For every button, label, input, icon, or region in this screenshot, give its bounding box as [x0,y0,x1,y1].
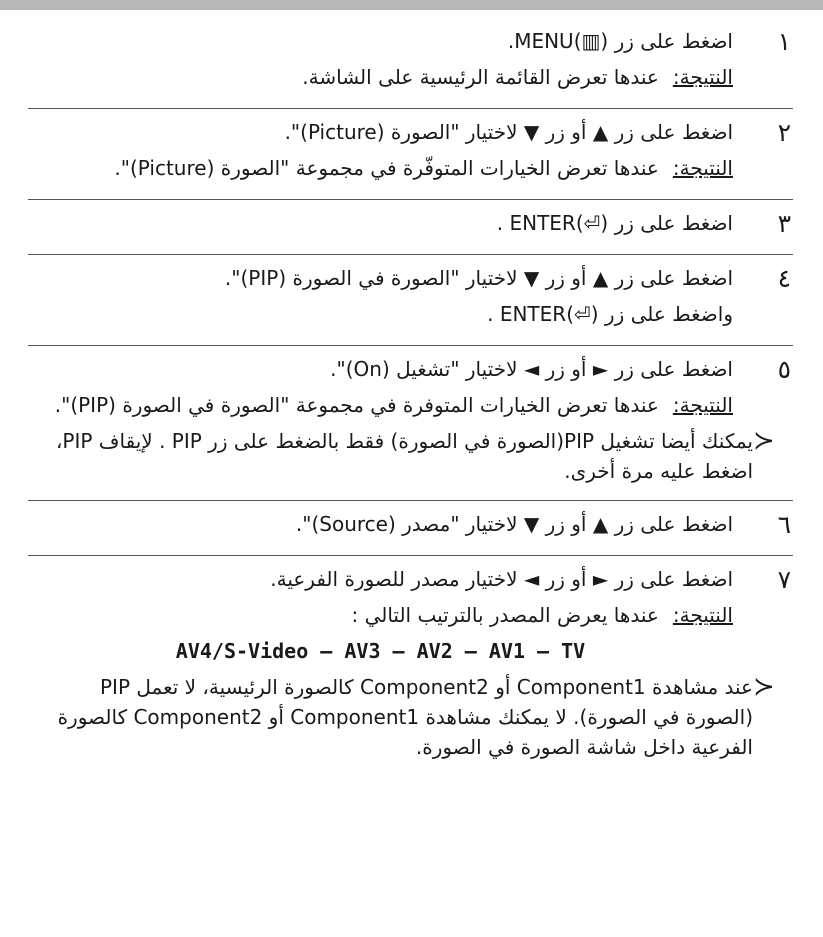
step-6 [28,501,793,556]
result-label: النتيجة: [672,393,733,417]
step-2 [28,109,793,200]
step-instruction: اضغط على زر ► أو زر ◄ لاختيار مصدر للصورة الفرعية. [270,567,733,591]
step-instruction: اضغط على زر (▥)MENU. [507,29,733,53]
result-text: عندها تعرض الخيارات المتوفرة في مجموعة "الصورة في الصورة (PIP)". [54,393,659,417]
step-number: ٦ [777,510,791,539]
step-number: ٢ [777,118,791,147]
step-7 [28,556,793,776]
step-instruction: اضغط على زر ► أو زر ◄ لاختيار "تشغيل (On)". [330,357,733,381]
step-instruction: اضغط على زر ▲ أو زر ▼ لاختيار "الصورة في الصورة (PIP)". [224,266,733,290]
step-result [28,62,733,92]
step-note [28,672,791,762]
source-sequence: AV4/S-Video – AV3 – AV2 – AV1 – TV [175,639,586,663]
step-instruction: اضغط على زر ▲ أو زر ▼ لاختيار "الصورة (Picture)". [284,120,733,144]
step-body [28,564,775,766]
result-text: عندها تعرض الخيارات المتوفّرة في مجموعة "الصورة (Picture)". [114,156,659,180]
step-body [28,263,733,335]
step-body [28,354,775,490]
result-text: عندها يعرض المصدر بالترتيب التالي : [351,603,659,627]
step-3 [28,200,793,255]
step-number: ٧ [777,565,791,594]
step-body [28,117,733,189]
step-instruction: اضغط على زر ▲ أو زر ▼ لاختيار "مصدر (Source)". [295,512,733,536]
result-label: النتيجة: [672,603,733,627]
header-rule [0,0,823,10]
step-result [28,390,733,420]
result-label: النتيجة: [672,156,733,180]
step-number: ٣ [777,209,791,238]
step-result [28,600,733,630]
step-5 [28,346,793,501]
result-label: النتيجة: [672,65,733,89]
step-body [28,208,733,244]
step-instruction: اضغط على زر (⏎)ENTER . [496,211,733,235]
step-result [28,153,733,183]
step-instruction-continued: واضغط على زر (⏎)ENTER . [487,302,733,326]
step-1 [28,18,793,109]
note-text: يمكنك أيضا تشغيل PIP(الصورة في الصورة) فقط بالضغط على زر PIP . لإيقاف PIP، اضغط عليه مرة أخرى. [55,429,753,483]
step-number: ١ [777,27,791,56]
step-number: ٥ [777,355,791,384]
step-note [28,426,791,486]
note-arrow-icon: ≺ [753,672,775,702]
instruction-steps [28,18,793,776]
step-number: ٤ [777,264,791,293]
result-text: عندها تعرض القائمة الرئيسية على الشاشة. [302,65,659,89]
note-text: عند مشاهدة Component1 أو Component2 كالصورة الرئيسية، لا تعمل PIP (الصورة في الصورة). لا يمكنك مشاهدة Component1 أو Component2 كالصورة الفرعية داخل شاشة الصورة في الصورة. [57,675,753,759]
step-body [28,26,733,98]
step-body [28,509,733,545]
step-4 [28,255,793,346]
note-arrow-icon: ≺ [753,426,775,456]
